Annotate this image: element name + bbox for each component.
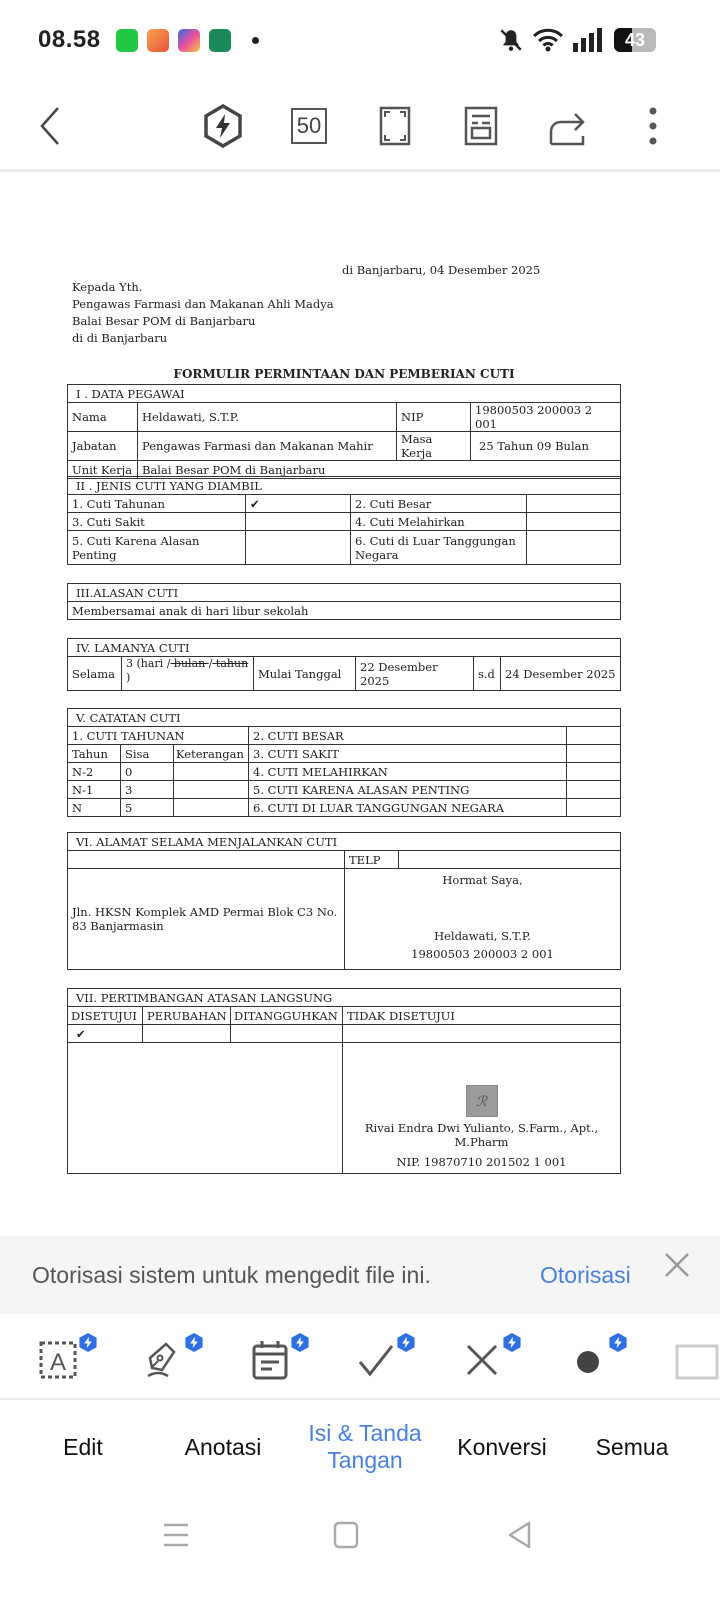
duration-separator: /	[208, 657, 213, 670]
bottom-tab-bar	[0, 1402, 720, 1492]
leave-record-value	[567, 763, 621, 781]
col-tahun: Tahun	[68, 745, 121, 763]
leave-type: 4. Cuti Melahirkan	[351, 513, 527, 531]
star-app-icon	[178, 29, 200, 52]
option-perubahan: PERUBAHAN	[143, 1007, 231, 1025]
pdf-document-page	[0, 176, 720, 1234]
tab-edit[interactable]: Edit	[63, 1433, 103, 1460]
value-masa-kerja: 25 Tahun 09 Bulan	[471, 432, 621, 461]
mark-tidak-disetujui	[343, 1025, 621, 1043]
battery-indicator	[614, 28, 656, 52]
label-jabatan: Jabatan	[68, 432, 138, 461]
premium-badge-icon	[502, 1332, 522, 1353]
lightning-hexagon-icon	[203, 104, 243, 148]
recipient-line: Pengawas Farmasi dan Makanan Ahli Madya	[72, 297, 334, 311]
label-mulai-tanggal: Mulai Tanggal	[254, 657, 356, 691]
rectangle-icon	[674, 1340, 720, 1380]
checkmark-app-icon	[209, 29, 231, 52]
end-date: 24 Desember 2025	[501, 657, 621, 691]
dot-icon	[568, 1340, 608, 1380]
recent-apps-button[interactable]	[151, 1510, 201, 1560]
value-jabatan: Pengawas Farmasi dan Makanan Mahir	[138, 432, 397, 461]
table-row	[68, 781, 621, 799]
label-unit-kerja: Unit Kerja	[68, 461, 138, 479]
tab-isi-tanda-tangan[interactable]: Isi & Tanda Tangan	[308, 1420, 422, 1473]
premium-badge-icon	[396, 1332, 416, 1353]
duration-close: )	[126, 671, 131, 684]
signature-pen-icon	[144, 1340, 184, 1380]
label-nama: Nama	[68, 403, 138, 432]
date-icon	[250, 1340, 290, 1380]
section-heading: III.ALASAN CUTI	[68, 584, 621, 602]
back-triangle-icon	[507, 1521, 533, 1549]
cell-tahun: N	[68, 799, 121, 817]
share-icon	[547, 106, 587, 146]
applicant-nip: 19800503 200003 2 001	[411, 947, 554, 961]
col-sisa: Sisa	[121, 745, 174, 763]
cell-keterangan	[174, 781, 249, 799]
label-masa-kerja: Masa Kerja	[397, 432, 471, 461]
status-bar	[0, 0, 720, 80]
cell-keterangan	[174, 799, 249, 817]
recipient-line: Kepada Yth.	[72, 280, 143, 294]
section-catatan-cuti	[67, 708, 621, 817]
section-heading: II . JENIS CUTI YANG DIAMBIL	[68, 477, 621, 495]
leave-record-type: 4. CUTI MELAHIRKAN	[249, 763, 567, 781]
table-row	[68, 531, 621, 565]
leave-type: 1. Cuti Tahunan	[68, 495, 246, 513]
section-heading: VI. ALAMAT SELAMA MENJALANKAN CUTI	[68, 833, 621, 851]
approver-nip: NIP. 19870710 201502 1 001	[396, 1155, 567, 1169]
close-icon	[662, 1250, 692, 1280]
cell-sisa: 3	[121, 781, 174, 799]
leave-record-type: 6. CUTI DI LUAR TANGGUNGAN NEGARA	[249, 799, 567, 817]
supervisor-notes	[68, 1043, 343, 1174]
value-unit-kerja: Balai Besar POM di Banjarbaru	[138, 461, 621, 479]
premium-badge-icon	[608, 1332, 628, 1353]
label-selama: Selama	[68, 657, 122, 691]
signature-image: ℛ	[466, 1085, 498, 1117]
leave-type: 5. Cuti Karena Alasan Penting	[68, 531, 246, 565]
section-alamat-cuti	[67, 832, 621, 970]
leave-duration	[122, 657, 254, 691]
table-row	[68, 495, 621, 513]
leave-type: 6. Cuti di Luar Tanggungan Negara	[351, 531, 527, 565]
mark-perubahan	[143, 1025, 231, 1043]
banner-message: Otorisasi sistem untuk mengedit file ini.	[32, 1262, 431, 1288]
page-number-button[interactable]	[285, 102, 333, 150]
leave-record-value	[567, 745, 621, 763]
premium-badge-icon	[78, 1332, 98, 1353]
value-telp	[399, 851, 621, 869]
authorization-banner	[0, 1236, 720, 1314]
cell-tahun: N-1	[68, 781, 121, 799]
banner-close-button[interactable]	[662, 1250, 694, 1282]
top-toolbar	[0, 80, 720, 172]
more-options-button[interactable]	[629, 102, 677, 150]
leave-address: Jln. HKSN Komplek AMD Permai Blok C3 No. 83 Banjarmasin	[68, 869, 345, 970]
ai-tools-button[interactable]	[199, 102, 247, 150]
svg-text:A: A	[49, 1349, 67, 1376]
more-notifications-dot	[252, 37, 259, 44]
approver-name: Rivai Endra Dwi Yulianto, S.Farm., Apt., M.Pharm	[364, 1121, 599, 1149]
table-row	[68, 513, 621, 531]
menu-icon	[163, 1522, 189, 1548]
premium-badge-icon	[290, 1332, 310, 1353]
authorize-link[interactable]: Otorisasi	[540, 1262, 631, 1288]
leave-type-mark	[527, 495, 621, 513]
notification-icons	[116, 29, 259, 52]
option-disetujui: DISETUJUI	[68, 1007, 143, 1025]
fit-screen-icon	[379, 106, 411, 146]
home-square-icon	[333, 1521, 359, 1549]
checkmark-tool[interactable]	[356, 1334, 410, 1384]
battery-level: 43	[624, 30, 646, 50]
form-title: FORMULIR PERMINTAAN DAN PEMBERIAN CUTI	[173, 367, 515, 381]
duration-struck-unit: tahun	[212, 657, 249, 670]
more-vertical-icon	[648, 106, 658, 146]
system-back-button[interactable]	[495, 1510, 545, 1560]
home-button[interactable]	[321, 1510, 371, 1560]
leave-type: 2. Cuti Besar	[351, 495, 527, 513]
back-button[interactable]	[26, 102, 74, 150]
cross-tool[interactable]	[462, 1334, 516, 1384]
back-icon	[38, 106, 62, 146]
recipient-line: Balai Besar POM di Banjarbaru	[72, 314, 256, 328]
page-layout-icon	[464, 106, 498, 146]
section-heading: V. CATATAN CUTI	[68, 709, 621, 727]
leave-type-mark	[527, 531, 621, 565]
page-indicator: 50	[291, 108, 327, 144]
tab-anotasi[interactable]: Anotasi	[184, 1433, 262, 1460]
leave-record-value	[567, 781, 621, 799]
share-button[interactable]	[543, 102, 591, 150]
option-ditangguhkan: DITANGGUHKAN	[231, 1007, 343, 1025]
cell-keterangan	[174, 763, 249, 781]
section-data-pegawai	[67, 384, 621, 479]
mark-disetujui: ✔	[68, 1025, 143, 1043]
place-date: di Banjarbaru, 04 Desember 2025	[342, 263, 541, 277]
section-heading: I . DATA PEGAWAI	[68, 385, 621, 403]
checkmark-icon	[356, 1340, 396, 1380]
dot-tool[interactable]	[568, 1334, 622, 1384]
mute-bell-icon	[498, 27, 524, 53]
annual-leave-label: 1. CUTI TAHUNAN	[68, 727, 249, 745]
start-date: 22 Desember 2025	[356, 657, 474, 691]
date-tool[interactable]	[250, 1334, 304, 1384]
section-heading: VII. PERTIMBANGAN ATASAN LANGSUNG	[68, 989, 621, 1007]
recipient-line: di di Banjarbaru	[72, 331, 168, 345]
leave-type-mark	[246, 513, 351, 531]
section-jenis-cuti	[67, 476, 621, 565]
signature-tool[interactable]	[144, 1334, 198, 1384]
tab-semua[interactable]: Semua	[595, 1433, 669, 1460]
section-pertimbangan-atasan	[67, 988, 621, 1174]
mark-ditangguhkan	[231, 1025, 343, 1043]
tab-konversi[interactable]: Konversi	[457, 1433, 547, 1460]
fit-screen-button[interactable]	[371, 102, 419, 150]
duration-value: 3 (hari /	[126, 657, 171, 670]
section-heading: IV. LAMANYA CUTI	[68, 639, 621, 657]
clock: 08.58	[38, 26, 101, 53]
section-lamanya-cuti	[67, 638, 621, 691]
cell-sisa: 5	[121, 799, 174, 817]
label-nip: NIP	[397, 403, 471, 432]
label-sd: s.d	[474, 657, 501, 691]
label-telp: TELP	[345, 851, 399, 869]
closing-text: Hormat Saya,	[442, 873, 523, 887]
section-alasan-cuti	[67, 583, 621, 620]
view-mode-button[interactable]	[457, 102, 505, 150]
system-icons	[498, 27, 656, 53]
leave-record-type: 2. CUTI BESAR	[249, 727, 567, 745]
leave-type-mark	[527, 513, 621, 531]
approver-signature-block	[343, 1043, 621, 1174]
cell-sisa: 0	[121, 763, 174, 781]
leave-type: 3. Cuti Sakit	[68, 513, 246, 531]
option-tidak-disetujui: TIDAK DISETUJUI	[343, 1007, 621, 1025]
applicant-signature-block	[345, 869, 621, 970]
col-keterangan: Keterangan	[174, 745, 249, 763]
leave-record-value	[567, 799, 621, 817]
duration-struck-unit: bulan	[170, 657, 209, 670]
table-row	[68, 763, 621, 781]
leave-record-type: 5. CUTI KARENA ALASAN PENTING	[249, 781, 567, 799]
value-nip: 19800503 200003 2 001	[471, 403, 621, 432]
applicant-name: Heldawati, S.T.P.	[434, 929, 531, 943]
rectangle-tool[interactable]	[674, 1334, 720, 1384]
signal-icon	[572, 28, 602, 52]
table-row	[68, 799, 621, 817]
wifi-icon	[532, 27, 564, 53]
system-navigation-bar	[0, 1492, 720, 1604]
cell-tahun: N-2	[68, 763, 121, 781]
address-blank	[68, 851, 345, 869]
game-app-icon	[147, 29, 169, 52]
text-box-icon	[38, 1340, 78, 1380]
premium-badge-icon	[184, 1332, 204, 1353]
cross-icon	[462, 1340, 502, 1380]
green-app-icon	[116, 29, 138, 52]
value-nama: Heldawati, S.T.P.	[138, 403, 397, 432]
leave-record-value	[567, 727, 621, 745]
fill-sign-tools	[0, 1314, 720, 1400]
add-text-tool[interactable]	[38, 1334, 92, 1384]
leave-type-mark: ✔	[246, 495, 351, 513]
leave-record-type: 3. CUTI SAKIT	[249, 745, 567, 763]
leave-type-mark	[246, 531, 351, 565]
leave-reason: Membersamai anak di hari libur sekolah	[68, 602, 621, 620]
